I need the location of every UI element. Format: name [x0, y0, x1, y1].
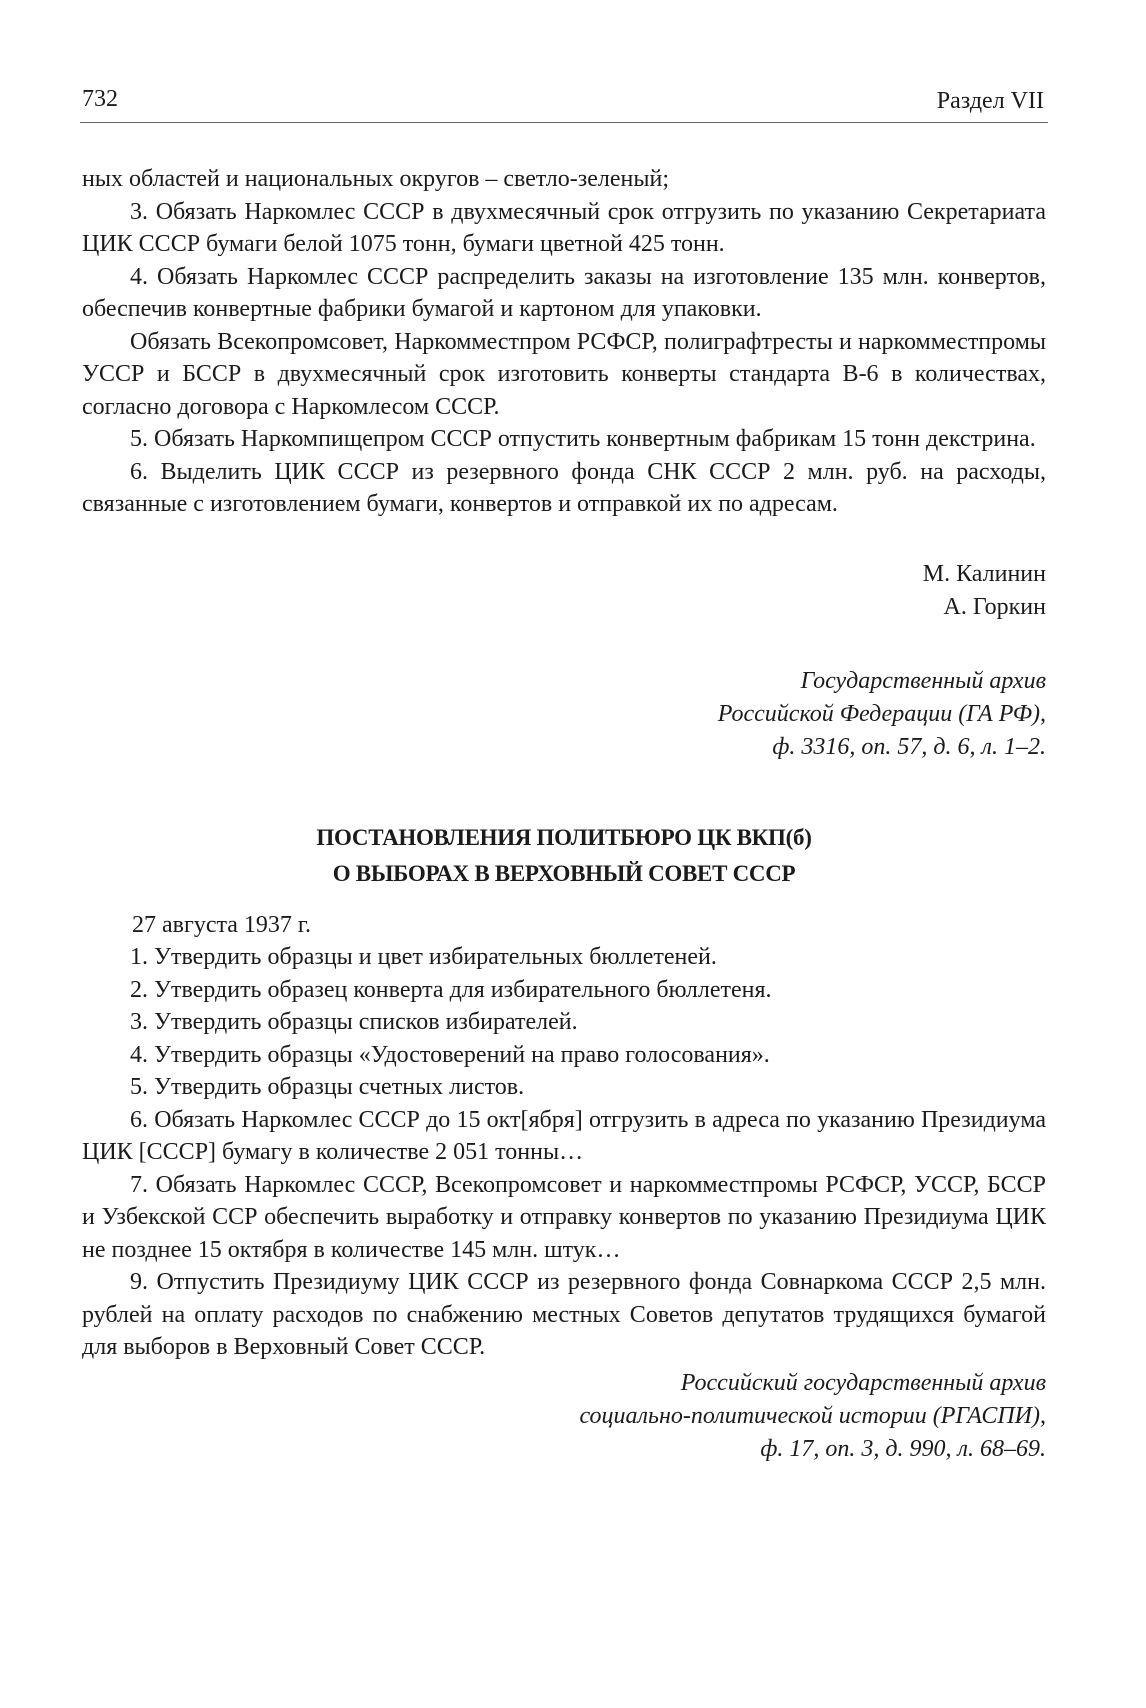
archive-ref-line-2: Российской Федерации (ГА РФ), — [717, 700, 1046, 727]
archive-ref-line-1: Государственный архив — [800, 667, 1046, 694]
list-item: 1. Утвердить образцы и цвет избирательных бюллетеней. — [130, 944, 717, 970]
list-item: 7. Обязать Наркомлес СССР, Всекопромсовет и наркомместпромы РСФСР, УССР, БССР и Узбекской ССР обеспечить выработку и отправку конвертов по указанию Президиума ЦИК не позднее 15 октября в количестве 145 млн. штук… — [82, 1171, 1046, 1263]
document-date: 27 августа 1937 г. — [132, 911, 312, 938]
signature-kalinin: М. Калинин — [922, 560, 1046, 587]
list-item: 4. Утвердить образцы «Удостоверений на право голосования». — [130, 1041, 770, 1068]
paragraph-item-4: 4. Обязать Наркомлес СССР распределить заказы на изготовление 135 млн. конвертов, обеспечив конвертные фабрики бумагой и картоном для упаковки. — [82, 263, 1046, 322]
list-item: 5. Утвердить образцы счетных листов. — [130, 1074, 525, 1100]
paragraph-item-6: 6. Выделить ЦИК СССР из резервного фонда СНК СССР 2 млн. руб. на расходы, связанные с изготовлением бумаги, конвертов и отправкой их по адресам. — [82, 458, 1046, 517]
paragraph-item-5: 5. Обязать Наркомпищепром СССР отпустить конвертным фабрикам 15 тонн декстрина. — [130, 426, 1036, 452]
paragraph-envelopes: Обязать Всекопромсовет, Наркомместпром РСФСР, полиграфтресты и наркомместпромы УССР и БССР в двухмесячный срок изготовить конверты стандарта В-6 в количествах, согласно договора с Наркомлесом СССР. — [82, 328, 1046, 420]
section-heading: ПОСТАНОВЛЕНИЯ ПОЛИТБЮРО ЦК ВКП(б) — [316, 824, 812, 850]
archive-ref-line-2: социально-политической истории (РГАСПИ), — [579, 1402, 1046, 1429]
list-item: 3. Утвердить образцы списков избирателей. — [130, 1009, 578, 1035]
section-subheading: О ВЫБОРАХ В ВЕРХОВНЫЙ СОВЕТ СССР — [332, 860, 796, 886]
archive-ref-line-3: ф. 17, оп. 3, д. 990, л. 68–69. — [760, 1435, 1046, 1462]
list-item: 6. Обязать Наркомлес СССР до 15 окт[ября] отгрузить в адреса по указанию Президиума ЦИК [СССР] бумагу в количестве 2 051 тонны… — [82, 1106, 1046, 1165]
page-body — [82, 163, 1046, 1466]
page-number: 732 — [82, 86, 118, 112]
archive-ref-line-3: ф. 3316, оп. 57, д. 6, л. 1–2. — [772, 733, 1046, 760]
paragraph-continuation: ных областей и национальных округов – светло-зеленый; — [82, 166, 669, 192]
section-title: Раздел VII — [936, 88, 1044, 114]
archive-ref-line-1: Российский государственный архив — [680, 1369, 1046, 1396]
signature-gorkin: А. Горкин — [943, 593, 1046, 620]
list-item: 2. Утвердить образец конверта для избирательного бюллетеня. — [130, 976, 772, 1003]
paragraph-item-3: 3. Обязать Наркомлес СССР в двухмесячный срок отгрузить по указанию Секретариата ЦИК СССР бумаги белой 1075 тонн, бумаги цветной 425 тонн. — [82, 198, 1046, 257]
page-header — [80, 82, 1048, 123]
list-item: 9. Отпустить Президиуму ЦИК СССР из резервного фонда Совнаркома СССР 2,5 млн. рублей на оплату расходов по снабжению местных Советов депутатов трудящихся бумагой для выборов в Верховный Совет СССР. — [82, 1269, 1046, 1360]
